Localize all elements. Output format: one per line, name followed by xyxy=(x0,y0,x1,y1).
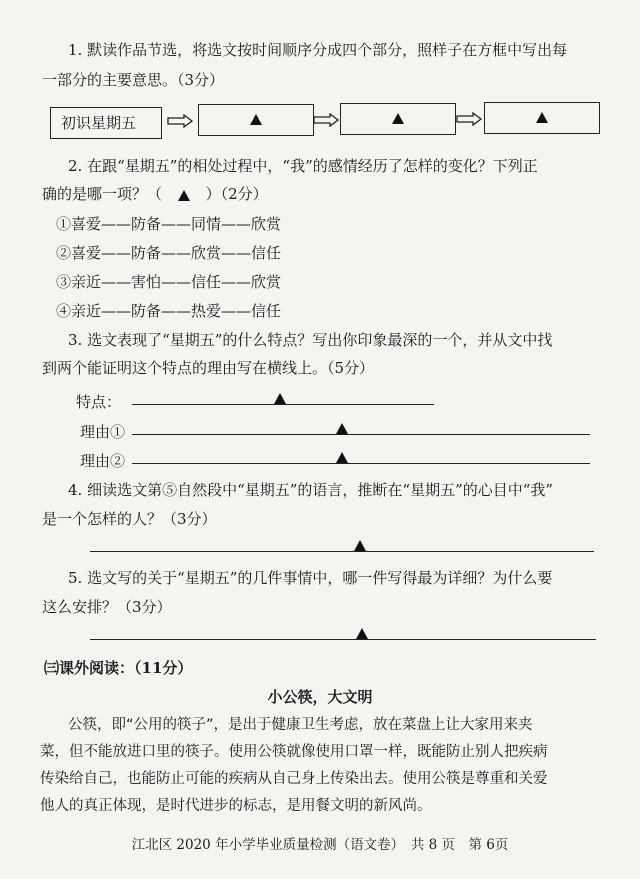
q1-box-1 xyxy=(50,107,162,139)
article-line-1: 公筷，即“公用的筷子”，是出于健康卫生考虑，放在菜盘上让大家用来夹 xyxy=(68,717,533,733)
q2-line2-start: 确的是哪一项？（ xyxy=(42,185,163,203)
triangle-icon xyxy=(392,113,404,124)
article-line-2: 菜，但不能放进口里的筷子。使用公筷就像使用口罩一样，既能防止别人把疾病 xyxy=(40,744,548,760)
triangle-icon xyxy=(336,423,348,434)
q2-line2-end: ）（2分） xyxy=(205,185,268,203)
q5-line2: 这么安排？（3分） xyxy=(42,598,172,616)
triangle-icon xyxy=(250,114,262,125)
q3-reason2-answer-line[interactable] xyxy=(132,463,590,464)
q2-line2 xyxy=(42,184,268,204)
triangle-icon xyxy=(536,112,548,123)
q3-trait-answer-line[interactable] xyxy=(132,404,434,405)
double-arrow-icon xyxy=(313,113,339,127)
q3-reason2-label: 理由② xyxy=(80,452,126,470)
article-line-4: 他人的真正体现，是时代进步的标志，是用餐文明的新风尚。 xyxy=(40,798,432,814)
q5-line1: 5. 选文写的关于“星期五”的几件事情中，哪一件写得最为详细？为什么要 xyxy=(68,569,553,587)
q3-line2: 到两个能证明这个特点的理由写在横线上。（5分） xyxy=(42,359,375,377)
double-arrow-icon xyxy=(456,112,482,126)
triangle-icon xyxy=(336,452,348,463)
q3-reason1-label: 理由① xyxy=(80,423,126,441)
q2-option-3: ③亲近——害怕——信任——欣赏 xyxy=(56,273,282,291)
triangle-icon xyxy=(178,190,190,201)
triangle-icon xyxy=(356,628,368,639)
q2-answer-blank[interactable] xyxy=(167,184,201,204)
triangle-icon xyxy=(354,540,366,551)
q4-answer-line[interactable] xyxy=(90,551,594,552)
q4-line2: 是一个怎样的人？（3分） xyxy=(42,510,217,528)
q5-answer-line[interactable] xyxy=(90,639,596,640)
q3-line1: 3. 选文表现了“星期五”的什么特点？写出你印象最深的一个，并从文中找 xyxy=(68,331,553,349)
q4-line1: 4. 细读选文第⑤自然段中“星期五”的语言，推断在“星期五”的心目中“我” xyxy=(68,481,554,499)
q1-line2: 一部分的主要意思。（3分） xyxy=(42,71,225,89)
q2-option-4: ④亲近——防备——热爱——信任 xyxy=(56,302,282,320)
q2-option-1: ①喜爱——防备——同情——欣赏 xyxy=(56,215,282,233)
page-footer: 江北区 2020 年小学毕业质量检测（语文卷） 共 8 页 第 6页 xyxy=(131,837,509,853)
q1-box-1-text: 初识星期五 xyxy=(61,114,137,132)
q2-line1: 2. 在跟“星期五”的相处过程中，“我”的感情经历了怎样的变化？下列正 xyxy=(68,157,538,175)
q3-reason1-answer-line[interactable] xyxy=(132,434,590,435)
q1-box-3[interactable] xyxy=(340,103,456,135)
article-line-3: 传染给自己，也能防止可能的疾病从自己身上传染出去。使用公筷是尊重和关爱 xyxy=(40,771,548,787)
triangle-icon xyxy=(274,393,286,404)
q1-line1: 1. 默读作品节选，将选文按时间顺序分成四个部分，照样子在方框中写出每 xyxy=(68,41,568,59)
double-arrow-icon xyxy=(167,114,193,128)
section-heading: ㈢课外阅读：（11分） xyxy=(44,659,193,677)
q1-box-2[interactable] xyxy=(198,104,314,136)
article-title: 小公筷，大文明 xyxy=(267,688,373,706)
q1-box-4[interactable] xyxy=(484,102,600,134)
q2-option-2: ②喜爱——防备——欣赏——信任 xyxy=(56,244,282,262)
q3-trait-label: 特点： xyxy=(76,393,122,411)
